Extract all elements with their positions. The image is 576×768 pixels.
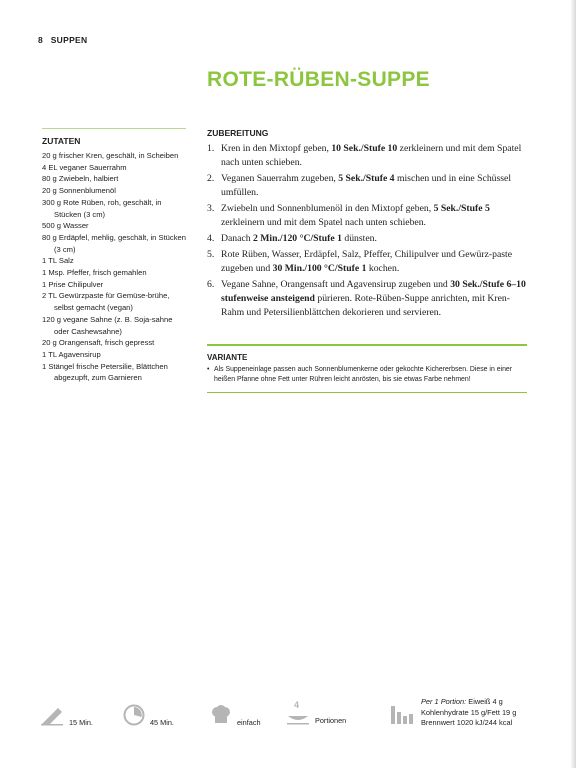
step-setting: 2 Min./120 °C/Stufe 1 [253,233,342,244]
variant-box [207,344,527,393]
page-header [38,35,87,45]
nutrition-line-1 [421,697,516,708]
bar-chart-icon [390,704,414,728]
ingredients-section [42,128,186,384]
preparation-step [207,248,527,276]
step-text: Vegane Sahne, Orangensaft und Agavensirup zugeben und [221,279,451,290]
portions [286,700,346,726]
step-number: 3. [207,203,215,214]
step-text: zerkleinern und mit dem Spatel nach unten schieben. [221,143,522,168]
variant-top-rule [207,344,527,346]
step-setting: 5 Sek./Stufe 5 [433,203,490,214]
nutrition-protein: Eiweiß 4 g [468,697,503,706]
ingredients-heading: ZUTATEN [42,136,81,146]
ingredient-item: 300 g Rote Rüben, roh, geschält, in Stücken (3 cm) [42,197,162,219]
step-setting: 30 Sek./Stufe 6–10 stufenweise ansteigend [221,279,526,304]
ingredient-item: 4 EL veganer Sauerrahm [42,162,127,172]
plate-icon [286,700,310,726]
preparation-step [207,232,527,246]
step-text: Zwiebeln und Sonnenblumenöl in den Mixtopf geben, [221,203,434,214]
step-text: Kren in den Mixtopf geben, [221,143,332,154]
step-text: kochen. [366,263,400,274]
ingredients-divider [42,128,186,129]
ingredients-list [42,150,186,384]
ingredient-item: 500 g Wasser [42,221,89,231]
ingredient-item: 80 g Zwiebeln, halbiert [42,174,119,184]
variant-bottom-rule [207,392,527,394]
portions-label: Portionen [315,716,347,725]
difficulty [210,704,261,728]
preparation-steps [207,142,527,320]
nutrition-line-2: Kohlenhydrate 15 g/Fett 19 g [421,707,517,717]
nutrition-info [421,697,516,729]
step-number: 4. [207,233,215,244]
ingredient-item: 1 Stängel frische Petersilie, Blättchen abgezupft, zum Garnieren [42,361,168,383]
recipe-title: ROTE-RÜBEN-SUPPE [207,68,430,91]
step-text: dünsten. [341,233,377,244]
chef-hat-icon [210,704,232,728]
preparation-step [207,172,527,200]
step-setting: 30 Min./100 °C/Stufe 1 [272,263,367,274]
variant-text [207,365,527,385]
ingredient-item: 2 TL Gewürzpaste für Gemüse-brühe, selbst gemacht (vegan) [42,291,170,313]
knife-icon [40,704,64,728]
clock-icon [123,704,145,728]
step-number: 1. [207,143,215,154]
step-text: zerkleinern und mit dem Spatel nach unten schieben. [221,217,426,228]
step-setting: 5 Sek./Stufe 4 [338,173,395,184]
step-setting: 10 Sek./Stufe 10 [331,143,398,154]
ingredient-item: 1 Msp. Pfeffer, frisch gemahlen [42,268,147,278]
difficulty-label: einfach [237,718,261,727]
section-title: SUPPEN [50,35,88,45]
prep-time [40,704,93,728]
preparation-section [207,128,527,322]
ingredient-item: 120 g vegane Sahne (z. B. Soja-sahne oder Cashewsahne) [42,314,173,336]
ingredient-item: 1 TL Agavensirup [42,349,101,359]
ingredient-item: 1 Prise Chilipulver [42,279,104,289]
nutrition-chart-icon-wrap [390,704,414,728]
page-edge-shadow [570,0,576,768]
prep-time-label: 15 Min. [69,718,93,727]
nutrition-line-3: Brennwert 1020 kJ/244 kcal [421,718,513,727]
preparation-heading: ZUBEREITUNG [207,128,269,138]
total-time [123,704,174,728]
variant-heading: VARIANTE [207,352,248,362]
step-text: Veganen Sauerrahm zugeben, [221,173,339,184]
step-text: Danach [221,233,254,244]
page-number: 8 [38,35,44,45]
step-number: 6. [207,279,215,290]
step-number: 2. [207,173,215,184]
ingredient-item: 20 g Orangensaft, frisch gepresst [42,338,155,348]
variant-bullet: • [207,365,210,373]
step-text: mischen und in eine Schüssel umfüllen. [221,173,512,198]
step-number: 5. [207,249,215,260]
preparation-step [207,142,527,170]
preparation-step [207,202,527,230]
step-text: Rote Rüben, Wasser, Erdäpfel, Salz, Pfeffer, Chilipulver und Gewürz-paste zugeben und [221,249,513,274]
ingredient-item: 20 g Sonnenblumenöl [42,186,116,196]
variant-body: Als Suppeneinlage passen auch Sonnenblumenkerne oder gekochte Kichererbsen. Diese in einer heißen Pfanne ohne Fett unter Rühren leicht anrösten, bis sie etwas Farbe nehmen! [214,365,513,383]
preparation-step [207,278,527,320]
ingredient-item: 1 TL Salz [42,256,74,266]
ingredient-item: 80 g Erdäpfel, mehlig, geschält, in Stücken (3 cm) [42,232,186,254]
ingredient-item: 20 g frischer Kren, geschält, in Scheiben [42,151,179,160]
portions-count: 4 [294,700,300,710]
step-text: pürieren. Rote-Rüben-Suppe anrichten, mit Kren-Rahm und Petersilienblättchen dekorieren und servieren. [221,293,510,318]
total-time-label: 45 Min. [150,718,174,727]
nutrition-label: Per 1 Portion: [421,697,467,706]
